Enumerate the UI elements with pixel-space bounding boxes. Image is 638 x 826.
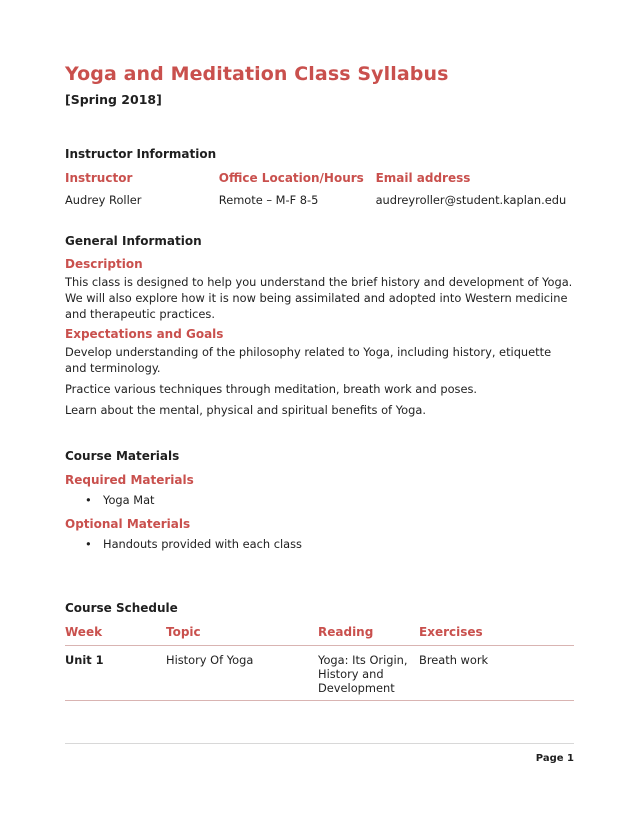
table-row xyxy=(65,646,574,701)
cell-exercises: Breath work xyxy=(419,653,489,667)
instructor-column-header: Instructor xyxy=(65,171,133,185)
instructor-column xyxy=(65,170,219,208)
goal-item: Develop understanding of the philosophy related to Yoga, including history, etiquette and terminology. xyxy=(65,345,552,375)
cell-reading: Yoga: Its Origin, History and Development xyxy=(318,653,408,695)
email-address-link[interactable]: audreyroller@student.kaplan.edu xyxy=(375,193,567,207)
general-information-section xyxy=(65,233,574,418)
list-item xyxy=(85,492,574,508)
cell-week: Unit 1 xyxy=(65,653,104,667)
schedule-header-row xyxy=(65,624,574,646)
bullet-icon: • xyxy=(85,537,92,551)
course-schedule-heading: Course Schedule xyxy=(65,601,178,615)
email-column-header: Email address xyxy=(375,171,471,185)
email-column xyxy=(376,170,574,208)
required-material-item: Yoga Mat xyxy=(103,493,155,507)
instructor-information-heading: Instructor Information xyxy=(65,147,217,161)
column-header-exercises: Exercises xyxy=(419,625,483,639)
required-materials-heading: Required Materials xyxy=(65,473,194,487)
goal-item: Practice various techniques through meditation, breath work and poses. xyxy=(65,382,478,396)
footer-divider xyxy=(65,743,574,744)
general-information-heading: General Information xyxy=(65,234,202,248)
goal-item: Learn about the mental, physical and spiritual benefits of Yoga. xyxy=(65,403,426,417)
optional-materials-heading: Optional Materials xyxy=(65,517,191,531)
description-text: This class is designed to help you understand the brief history and development of Yoga. We will also explore how it is now being assimilated and adopted into Western medicine and therapeutic practices. xyxy=(65,275,573,321)
document-title: Yoga and Meditation Class Syllabus xyxy=(65,63,449,85)
schedule-table xyxy=(65,624,574,701)
instructor-info-grid xyxy=(65,170,574,208)
page-number: Page 1 xyxy=(535,753,574,764)
list-item xyxy=(85,536,574,552)
description-heading: Description xyxy=(65,257,143,271)
optional-material-item: Handouts provided with each class xyxy=(103,537,302,551)
instructor-name: Audrey Roller xyxy=(65,193,142,207)
document-subtitle: [Spring 2018] xyxy=(65,92,162,107)
course-materials-section xyxy=(65,448,574,552)
cell-topic: History Of Yoga xyxy=(166,653,254,667)
office-column-header: Office Location/Hours xyxy=(218,171,364,185)
expectations-goals-heading: Expectations and Goals xyxy=(65,327,224,341)
office-column xyxy=(219,170,376,208)
column-header-week: Week xyxy=(65,625,103,639)
instructor-information-section xyxy=(65,146,574,208)
column-header-reading: Reading xyxy=(318,625,374,639)
bullet-icon: • xyxy=(85,493,92,507)
course-materials-heading: Course Materials xyxy=(65,449,180,463)
course-schedule-section xyxy=(65,600,574,701)
page-content xyxy=(65,60,574,695)
office-hours-value: Remote – M-F 8-5 xyxy=(218,193,319,207)
column-header-topic: Topic xyxy=(166,625,201,639)
